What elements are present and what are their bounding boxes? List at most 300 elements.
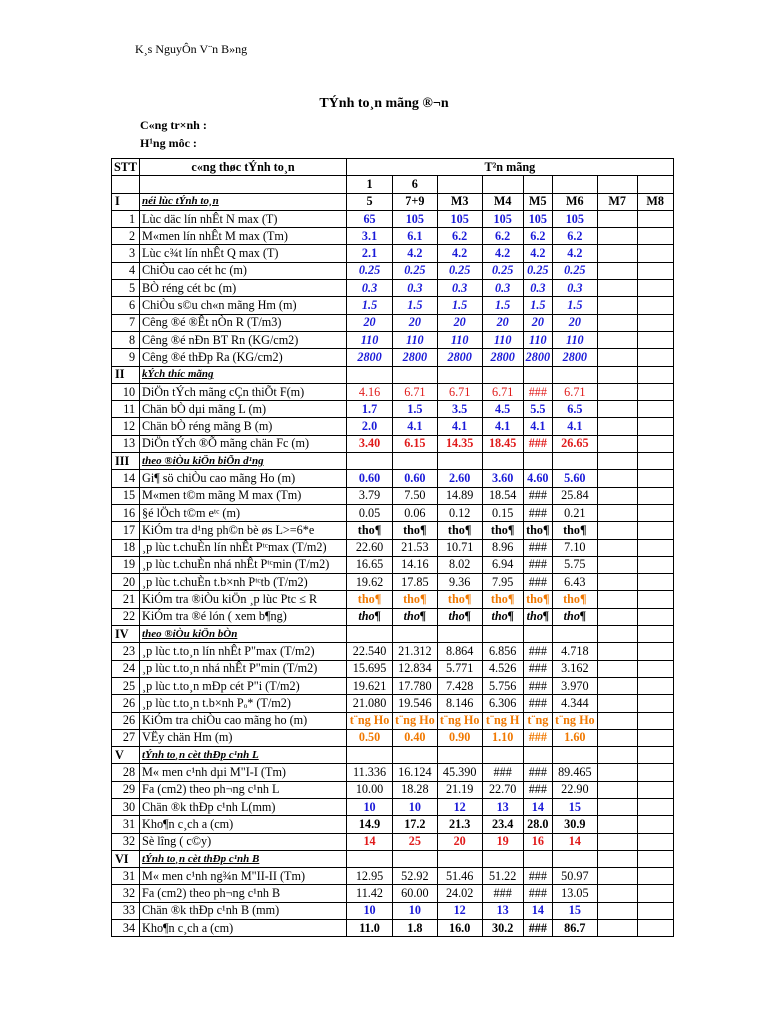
value-cell: 17.780 — [393, 677, 438, 694]
empty-cell — [637, 297, 673, 314]
value-cell: 4.16 — [347, 383, 393, 400]
value-cell: tho¶ — [437, 522, 482, 539]
value-cell: 0.60 — [393, 470, 438, 487]
empty-cell — [637, 453, 673, 470]
value-cell: 105 — [482, 210, 523, 227]
empty-cell — [637, 522, 673, 539]
row-description: BÒ réng cét bc (m) — [140, 280, 347, 297]
empty-cell — [482, 747, 523, 764]
value-cell: 4.1 — [437, 418, 482, 435]
value-cell: 3.970 — [553, 677, 598, 694]
empty-cell — [637, 781, 673, 798]
value-cell: 12 — [437, 798, 482, 815]
row-description: Cêng ®é thÐp Ra (KG/cm2) — [140, 349, 347, 366]
empty-cell — [523, 850, 552, 867]
value-cell: 105 — [553, 210, 598, 227]
row-number: 11 — [112, 401, 140, 418]
row-number: 24 — [112, 660, 140, 677]
row-number: 12 — [112, 418, 140, 435]
empty-cell — [597, 504, 637, 521]
empty-cell — [637, 331, 673, 348]
table-row — [112, 556, 674, 573]
empty-cell — [393, 453, 438, 470]
value-cell: 18.45 — [482, 435, 523, 452]
empty-cell — [637, 280, 673, 297]
value-cell: 28.0 — [523, 816, 552, 833]
empty-cell — [637, 383, 673, 400]
row-number: 15 — [112, 487, 140, 504]
empty-cell — [437, 453, 482, 470]
value-cell: 26.65 — [553, 435, 598, 452]
value-cell: 8.146 — [437, 695, 482, 712]
value-cell: 6.2 — [553, 228, 598, 245]
value-cell: 4.344 — [553, 695, 598, 712]
row-number: 34 — [112, 920, 140, 937]
value-cell: 14.89 — [437, 487, 482, 504]
empty-cell — [597, 418, 637, 435]
foundation-col-name: 7+9 — [393, 193, 438, 210]
empty-cell — [482, 850, 523, 867]
value-cell: ### — [523, 764, 552, 781]
value-cell: tho¶ — [482, 608, 523, 625]
empty-cell — [437, 850, 482, 867]
page-title: TÝnh to¸n mãng ®¬n — [319, 96, 449, 111]
row-number: 21 — [112, 591, 140, 608]
row-description: M« men c¹nh dµi M"I-I (Tm) — [140, 764, 347, 781]
value-cell: 16.65 — [347, 556, 393, 573]
empty-cell — [597, 435, 637, 452]
value-cell: 7.50 — [393, 487, 438, 504]
table-row — [112, 574, 674, 591]
empty-cell — [637, 660, 673, 677]
empty-cell — [637, 228, 673, 245]
empty-cell — [637, 245, 673, 262]
row-number: 32 — [112, 833, 140, 850]
section-title: tÝnh to¸n cèt thÐp c¹nh B — [140, 850, 347, 867]
value-cell: 4.1 — [393, 418, 438, 435]
row-number: 26 — [112, 695, 140, 712]
value-cell: ### — [523, 885, 552, 902]
empty-cell — [637, 366, 673, 383]
value-cell: 12.834 — [393, 660, 438, 677]
value-cell: 0.15 — [482, 504, 523, 521]
row-number: 23 — [112, 643, 140, 660]
table-row — [112, 314, 674, 331]
value-cell: tho¶ — [553, 522, 598, 539]
empty-cell — [637, 539, 673, 556]
col-top-6 — [553, 176, 598, 193]
empty-cell — [597, 210, 637, 227]
value-cell: 2800 — [437, 349, 482, 366]
table-row — [112, 522, 674, 539]
value-cell: ### — [523, 487, 552, 504]
table-row — [112, 643, 674, 660]
value-cell: ### — [523, 868, 552, 885]
empty-cell — [597, 574, 637, 591]
value-cell: 110 — [553, 331, 598, 348]
foundation-col-name: 5 — [347, 193, 393, 210]
table-row — [112, 868, 674, 885]
row-description: Chän ®k thÐp c¹nh B (mm) — [140, 902, 347, 919]
empty-cell — [637, 470, 673, 487]
empty-cell — [393, 626, 438, 643]
empty-cell — [637, 712, 673, 729]
table-row — [112, 677, 674, 694]
empty-cell — [597, 833, 637, 850]
value-cell: 4.2 — [393, 245, 438, 262]
value-cell: 11.0 — [347, 920, 393, 937]
foundation-col-name: M5 — [523, 193, 552, 210]
row-number: 27 — [112, 729, 140, 746]
empty-cell — [597, 453, 637, 470]
section-row — [112, 626, 674, 643]
row-number: 25 — [112, 677, 140, 694]
section-number: V — [112, 747, 140, 764]
empty-cell — [597, 868, 637, 885]
empty-cell — [597, 695, 637, 712]
section-row — [112, 850, 674, 867]
row-number: 26 — [112, 712, 140, 729]
value-cell: 20 — [523, 314, 552, 331]
table-row — [112, 349, 674, 366]
empty-cell — [597, 349, 637, 366]
table-row — [112, 504, 674, 521]
value-cell: 21.080 — [347, 695, 393, 712]
row-description: ¸p lùc t.chuÈn lín nhÊt Pᵗᶜmax (T/m2) — [140, 539, 347, 556]
empty-cell — [597, 245, 637, 262]
value-cell: 16.124 — [393, 764, 438, 781]
value-cell: t¨ng Ho — [437, 712, 482, 729]
value-cell: 20 — [437, 314, 482, 331]
section-title: theo ®iÒu kiÖn bÒn — [140, 626, 347, 643]
empty-cell — [597, 626, 637, 643]
empty-cell — [347, 626, 393, 643]
empty-cell — [393, 747, 438, 764]
foundation-col-name: M7 — [597, 193, 637, 210]
value-cell: tho¶ — [482, 591, 523, 608]
empty-cell — [637, 591, 673, 608]
value-cell: 50.97 — [553, 868, 598, 885]
empty-cell — [597, 331, 637, 348]
empty-cell — [637, 833, 673, 850]
row-description: ¸p lùc t.to¸n mÐp cét P"i (T/m2) — [140, 677, 347, 694]
row-number: 31 — [112, 868, 140, 885]
value-cell: 14.35 — [437, 435, 482, 452]
row-number: 14 — [112, 470, 140, 487]
row-number: 16 — [112, 504, 140, 521]
value-cell: 11.42 — [347, 885, 393, 902]
row-description: Chän bÒ dµi mãng L (m) — [140, 401, 347, 418]
value-cell: 65 — [347, 210, 393, 227]
value-cell: 10.71 — [437, 539, 482, 556]
value-cell: 0.3 — [523, 280, 552, 297]
row-description: Fa (cm2) theo ph¬ng c¹nh B — [140, 885, 347, 902]
value-cell: 15 — [553, 902, 598, 919]
row-description: VËy chän Hm (m) — [140, 729, 347, 746]
value-cell: 0.3 — [553, 280, 598, 297]
row-description: KiÓm tra chiÒu cao mãng ho (m) — [140, 712, 347, 729]
col-top-1: 1 — [347, 176, 393, 193]
value-cell: 6.1 — [393, 228, 438, 245]
table-row — [112, 435, 674, 452]
empty-cell — [523, 366, 552, 383]
value-cell: 13.05 — [553, 885, 598, 902]
value-cell: 3.40 — [347, 435, 393, 452]
value-cell: 51.46 — [437, 868, 482, 885]
value-cell: 0.05 — [347, 504, 393, 521]
row-description: DiÖn tÝch ®Õ mãng chän Fc (m) — [140, 435, 347, 452]
value-cell: 0.06 — [393, 504, 438, 521]
row-description: ChiÒu s©u ch«n mãng Hm (m) — [140, 297, 347, 314]
empty-cell — [597, 262, 637, 279]
value-cell: ### — [523, 556, 552, 573]
value-cell: 19.546 — [393, 695, 438, 712]
value-cell: 0.25 — [347, 262, 393, 279]
section-number: II — [112, 366, 140, 383]
author-name: K¸s NguyÔn V¨n B»ng — [135, 42, 248, 56]
value-cell: ### — [523, 695, 552, 712]
value-cell: 5.756 — [482, 677, 523, 694]
empty-cell — [637, 262, 673, 279]
row-number: 32 — [112, 885, 140, 902]
value-cell: 4.1 — [523, 418, 552, 435]
table-row — [112, 297, 674, 314]
value-cell: tho¶ — [393, 608, 438, 625]
empty-cell — [597, 608, 637, 625]
empty-cell — [637, 314, 673, 331]
value-cell: 18.28 — [393, 781, 438, 798]
table-row — [112, 764, 674, 781]
row-description: §é lÖch t©m eᵗᶜ (m) — [140, 504, 347, 521]
value-cell: ### — [523, 660, 552, 677]
row-description: ChiÒu cao cét hc (m) — [140, 262, 347, 279]
empty-cell — [597, 816, 637, 833]
empty-cell — [637, 487, 673, 504]
empty-cell — [597, 747, 637, 764]
empty-cell — [553, 626, 598, 643]
value-cell: ### — [523, 677, 552, 694]
value-cell: 1.5 — [482, 297, 523, 314]
value-cell: 5.771 — [437, 660, 482, 677]
value-cell: 8.96 — [482, 539, 523, 556]
value-cell: ### — [523, 504, 552, 521]
empty-cell — [482, 366, 523, 383]
value-cell: 20 — [437, 833, 482, 850]
empty-cell — [637, 850, 673, 867]
value-cell: 8.864 — [437, 643, 482, 660]
value-cell: 19.621 — [347, 677, 393, 694]
empty-cell — [637, 885, 673, 902]
empty-cell — [597, 383, 637, 400]
value-cell: 1.5 — [393, 297, 438, 314]
row-description: Kho¶n c¸ch a (cm) — [140, 920, 347, 937]
value-cell: tho¶ — [437, 591, 482, 608]
empty-cell — [637, 643, 673, 660]
value-cell: 14.9 — [347, 816, 393, 833]
row-description: ¸p lùc t.to¸n t.b×nh Pₒ* (T/m2) — [140, 695, 347, 712]
project-label: C«ng tr×nh : — [140, 118, 207, 132]
value-cell: 0.50 — [347, 729, 393, 746]
empty-cell — [637, 626, 673, 643]
row-number: 30 — [112, 798, 140, 815]
value-cell: 6.71 — [553, 383, 598, 400]
empty-cell — [437, 626, 482, 643]
value-cell: ### — [523, 920, 552, 937]
value-cell: tho¶ — [347, 522, 393, 539]
value-cell: 3.60 — [482, 470, 523, 487]
row-description: KiÓm tra d¹ng ph©n bè øs L>=6*e — [140, 522, 347, 539]
empty-cell — [597, 556, 637, 573]
stt-header: STT — [112, 159, 140, 176]
value-cell: 4.5 — [482, 401, 523, 418]
row-number: 31 — [112, 816, 140, 833]
value-cell: 14.16 — [393, 556, 438, 573]
empty-cell — [597, 228, 637, 245]
value-cell: 6.71 — [482, 383, 523, 400]
value-cell: 18.54 — [482, 487, 523, 504]
row-number: 20 — [112, 574, 140, 591]
value-cell: 1.5 — [347, 297, 393, 314]
table-row — [112, 798, 674, 815]
value-cell: 1.5 — [393, 401, 438, 418]
empty-cell — [637, 816, 673, 833]
empty-cell — [597, 798, 637, 815]
value-cell: 2800 — [393, 349, 438, 366]
table-row — [112, 695, 674, 712]
table-row — [112, 833, 674, 850]
empty-cell — [597, 470, 637, 487]
value-cell: tho¶ — [523, 591, 552, 608]
value-cell: 110 — [393, 331, 438, 348]
table-row — [112, 712, 674, 729]
table-row — [112, 487, 674, 504]
value-cell: 10.00 — [347, 781, 393, 798]
row-description: Fa (cm2) theo ph¬ng c¹nh L — [140, 781, 347, 798]
value-cell: 2800 — [347, 349, 393, 366]
table-row — [112, 418, 674, 435]
empty-cell — [637, 920, 673, 937]
empty-cell — [597, 729, 637, 746]
empty-cell — [597, 522, 637, 539]
empty-cell — [637, 868, 673, 885]
empty-cell — [637, 608, 673, 625]
value-cell: 16.0 — [437, 920, 482, 937]
value-cell: 23.4 — [482, 816, 523, 833]
value-cell: t¨ng Ho — [393, 712, 438, 729]
value-cell: 1.5 — [553, 297, 598, 314]
table-row — [112, 660, 674, 677]
value-cell: 20 — [393, 314, 438, 331]
empty-cell — [597, 643, 637, 660]
value-cell: 4.2 — [482, 245, 523, 262]
value-cell: 2.60 — [437, 470, 482, 487]
empty-cell — [637, 798, 673, 815]
foundation-col-name: M8 — [637, 193, 673, 210]
row-description: Lùc däc lín nhÊt N max (T) — [140, 210, 347, 227]
empty-cell — [597, 487, 637, 504]
value-cell: 10 — [347, 798, 393, 815]
row-description: M« men c¹nh ng¾n M"II-II (Tm) — [140, 868, 347, 885]
value-cell: t¨ng Ho — [347, 712, 393, 729]
value-cell: 6.2 — [523, 228, 552, 245]
value-cell: 0.90 — [437, 729, 482, 746]
value-cell: 16 — [523, 833, 552, 850]
value-cell: 14 — [347, 833, 393, 850]
value-cell: 21.53 — [393, 539, 438, 556]
table-row — [112, 902, 674, 919]
value-cell: 3.162 — [553, 660, 598, 677]
value-cell: 1.60 — [553, 729, 598, 746]
value-cell: 21.19 — [437, 781, 482, 798]
value-cell: t¨ng H — [482, 712, 523, 729]
empty-cell — [347, 747, 393, 764]
value-cell: 22.540 — [347, 643, 393, 660]
empty-cell — [597, 366, 637, 383]
value-cell: 19 — [482, 833, 523, 850]
section-number: VI — [112, 850, 140, 867]
value-cell: 4.1 — [482, 418, 523, 435]
foundation-calc-table — [111, 158, 674, 937]
value-cell: tho¶ — [553, 591, 598, 608]
value-cell: 6.43 — [553, 574, 598, 591]
value-cell: 2800 — [523, 349, 552, 366]
empty-cell — [597, 677, 637, 694]
row-description: M«men t©m mãng M max (Tm) — [140, 487, 347, 504]
empty-cell — [597, 660, 637, 677]
empty-cell — [637, 435, 673, 452]
row-description: Cêng ®é nÐn BT Rn (KG/cm2) — [140, 331, 347, 348]
value-cell: 30.2 — [482, 920, 523, 937]
value-cell: 10 — [393, 798, 438, 815]
row-number: 17 — [112, 522, 140, 539]
value-cell: ### — [523, 574, 552, 591]
value-cell: 0.25 — [393, 262, 438, 279]
table-row — [112, 781, 674, 798]
value-cell: 6.71 — [393, 383, 438, 400]
value-cell: ### — [523, 435, 552, 452]
value-cell: 110 — [437, 331, 482, 348]
value-cell: 0.25 — [437, 262, 482, 279]
value-cell: 14 — [553, 833, 598, 850]
formula-header-empty — [140, 176, 347, 193]
value-cell: 0.60 — [347, 470, 393, 487]
empty-cell — [637, 902, 673, 919]
value-cell: 1.7 — [347, 401, 393, 418]
value-cell: 14 — [523, 798, 552, 815]
col-top-8 — [637, 176, 673, 193]
value-cell: tho¶ — [437, 608, 482, 625]
empty-cell — [393, 366, 438, 383]
value-cell: 6.856 — [482, 643, 523, 660]
empty-cell — [637, 349, 673, 366]
value-cell: 10 — [393, 902, 438, 919]
empty-cell — [597, 902, 637, 919]
table-row — [112, 885, 674, 902]
value-cell: 15.695 — [347, 660, 393, 677]
value-cell: tho¶ — [347, 608, 393, 625]
value-cell: 1.8 — [393, 920, 438, 937]
row-description: M«men lín nhÊt M max (Tm) — [140, 228, 347, 245]
value-cell: 86.7 — [553, 920, 598, 937]
value-cell: 110 — [523, 331, 552, 348]
value-cell: 0.40 — [393, 729, 438, 746]
table-row — [112, 210, 674, 227]
value-cell: 4.2 — [523, 245, 552, 262]
value-cell: 7.428 — [437, 677, 482, 694]
row-description: Kho¶n c¸ch a (cm) — [140, 816, 347, 833]
table-row — [112, 331, 674, 348]
value-cell: 5.5 — [523, 401, 552, 418]
